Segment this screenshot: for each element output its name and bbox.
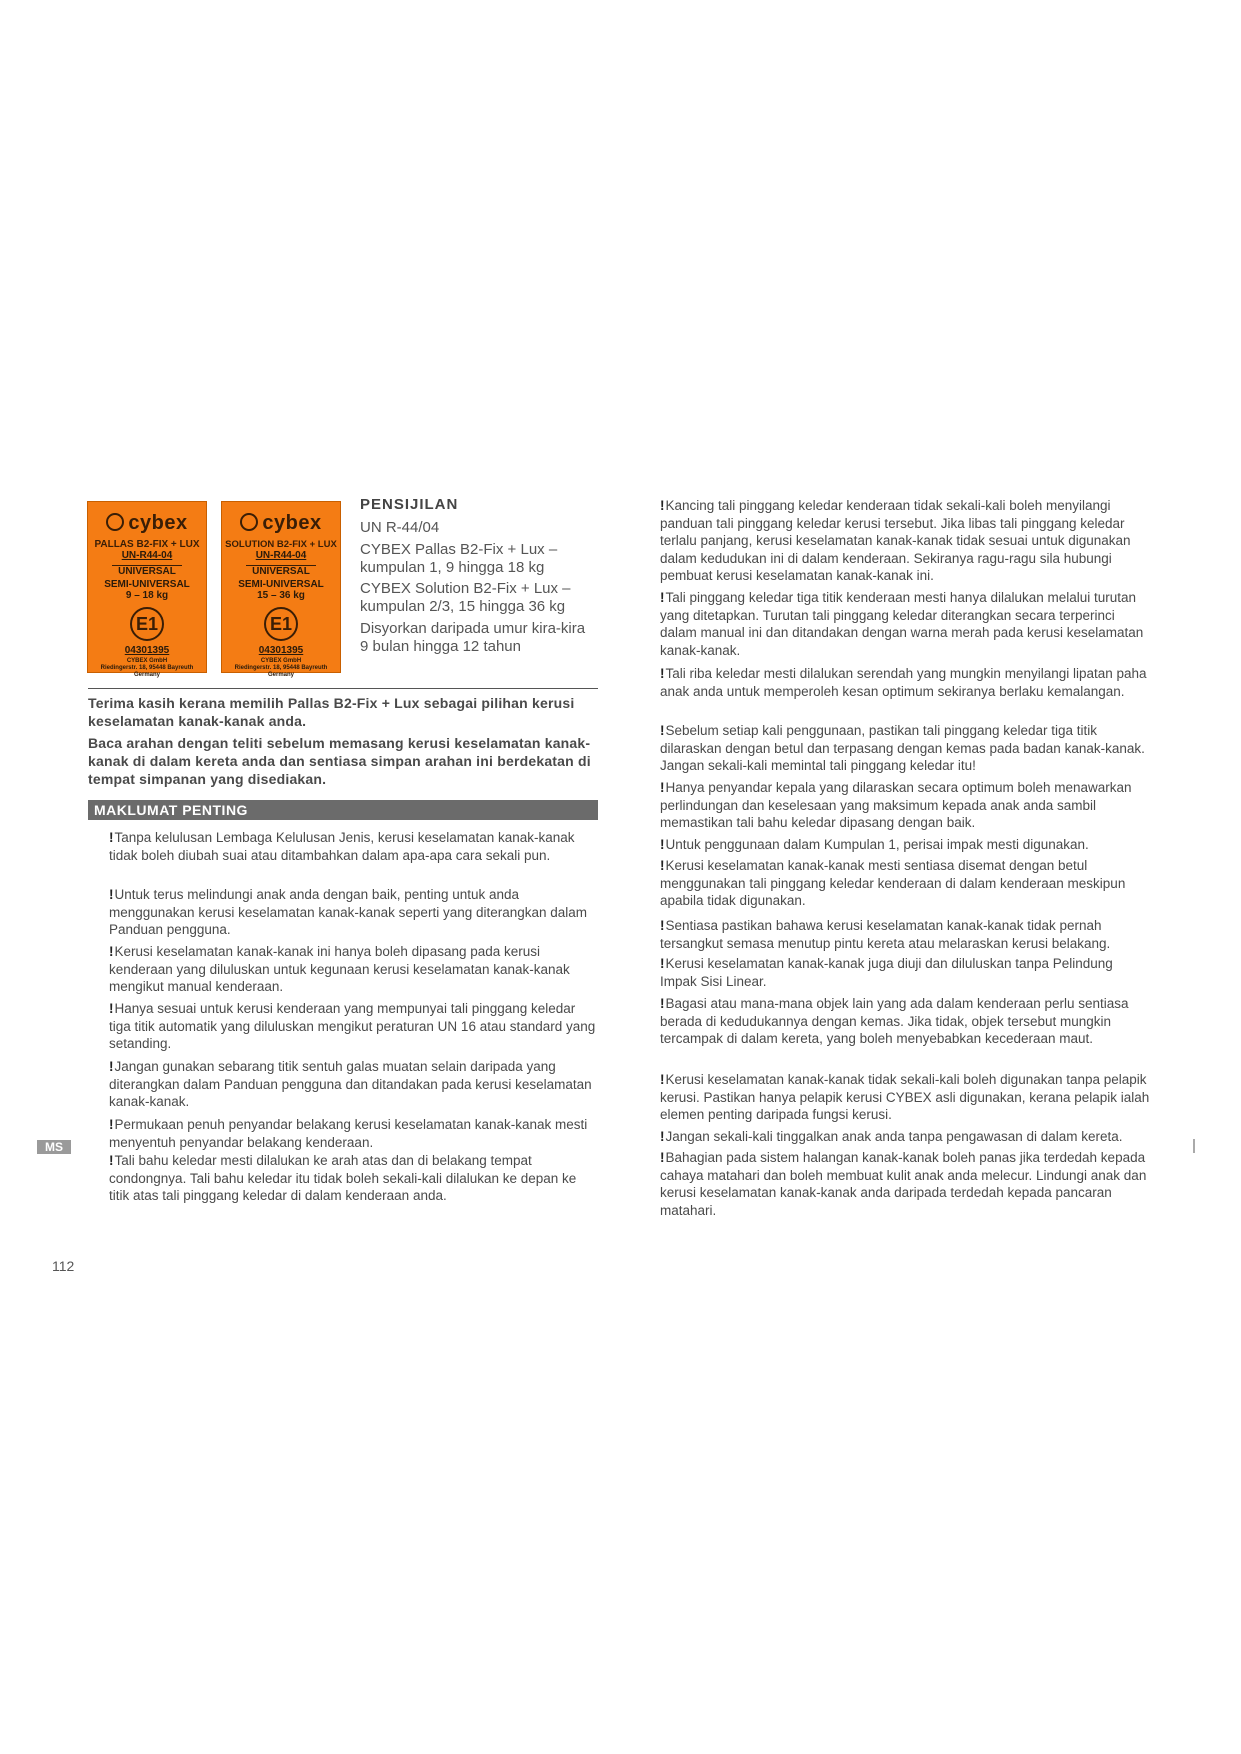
certification-line: CYBEX Solution B2-Fix + Lux – [360,580,571,597]
warning-icon: ! [109,1117,114,1132]
warning-icon: ! [660,723,665,738]
intro-divider [88,688,598,689]
warning-item: !Kerusi keselamatan kanak-kanak ini hanya boleh dipasang pada kerusi kenderaan yang diluluskan untuk kegunaan kerusi keselamatan kanak-kanak mengikut manual kenderaan. [109,944,570,994]
warning-item: !Permukaan penuh penyandar belakang kerusi keselamatan kanak-kanak mesti menyentuh penyandar belakang kenderaan. [109,1117,588,1150]
label-approval-number: 04301395 [258,645,304,656]
certification-line: 9 bulan hingga 12 tahun [360,638,521,655]
warning-icon: ! [660,1129,665,1144]
approval-label-solution [221,501,341,678]
warning-icon: ! [109,1059,114,1074]
warning-icon: ! [660,1072,665,1087]
warning-item: !Hanya penyandar kepala yang dilaraskan secara optimum boleh menawarkan perlindungan dan keselesaan yang maksimum kepada anak anda sambil memastikan tali bahu keledar dipasang dengan baik. [660,780,1132,830]
warning-icon: ! [109,830,114,845]
label-weight: 15 – 36 kg [257,590,305,601]
label-model: PALLAS B2-FIX + LUX [94,539,200,550]
approval-label-pallas [87,501,207,678]
warning-icon: ! [660,918,665,933]
warning-icon: ! [109,1153,114,1168]
certification-title: PENSIJILAN [360,496,459,513]
cybex-logo-icon [106,513,124,531]
cybex-logo: cybex [222,512,340,535]
warning-item: !Jangan gunakan sebarang titik sentuh galas muatan selain daripada yang diterangkan dalam Panduan pengguna dan ditandakan pada kerusi keselamatan kanak-kanak. [109,1059,592,1109]
warning-item: !Tanpa kelulusan Lembaga Kelulusan Jenis, kerusi keselamatan kanak-kanak tidak boleh diubah suai atau ditambahkan dalam apa-apa cara sekali pun. [109,830,575,863]
label-approval-number: 04301395 [124,645,170,656]
warning-icon: ! [109,1001,114,1016]
warning-item: !Kerusi keselamatan kanak-kanak tidak sekali-kali boleh digunakan tanpa pelapik kerusi. Pastikan hanya pelapik kerusi CYBEX asli digunakan, kerana pelapik ialah elemen penting daripada fungsi kerusi. [660,1072,1150,1122]
warning-icon: ! [660,858,665,873]
warning-item: !Sebelum setiap kali penggunaan, pastikan tali pinggang keledar tiga titik dilaraskan dengan betul dan terpasang dengan kemas pada badan kanak-kanak. Jangan sekali-kali memintal tali pinggang keledar itu! [660,723,1145,773]
label-company: CYBEX GmbH Riedingerstr. 18, 95448 Bayreuth Germany [234,658,328,678]
warning-item: !Kancing tali pinggang keledar kenderaan tidak sekali-kali boleh menyilangi panduan tali pinggang keledar kerusi tersebut. Jika libas tali pinggang keledar terlalu panjang, kerusi keselamatan kanak-kanak tidak sesuai untuk digunakan dalam kedudukan ini di dalam kenderaan. Sekiranya ragu-ragu sila hubungi pembuat kerusi keselamatan kanak-kanak ini. [660,498,1131,583]
label-company: CYBEX GmbH Riedingerstr. 18, 95448 Bayreuth Germany [100,658,194,678]
right-margin-marker [1193,1139,1195,1153]
warning-item: !Tali bahu keledar mesti dilalukan ke arah atas dan di belakang tempat condongnya. Tali bahu keledar itu tidak boleh sekali-kali dilalukan ke depan ke titik atas tali pinggang keledar di dalam kenderaan anda. [109,1153,577,1203]
label-class-semi-universal: SEMI-UNIVERSAL [104,579,190,590]
certification-line: UN R-44/04 [360,519,440,536]
e-mark-icon: E1 [264,607,298,641]
cybex-logo: cybex [88,512,206,535]
cybex-logo-icon [240,513,258,531]
warning-item: !Tali riba keledar mesti dilalukan serendah yang mungkin menyilangi lipatan paha anak anda untuk memperoleh kesan optimum sekiranya berlaku kemalangan. [660,666,1147,699]
warning-item: !Kerusi keselamatan kanak-kanak mesti sentiasa disemat dengan betul menggunakan tali pinggang keledar kenderaan di dalam kenderaan meskipun apabila tidak digunakan. [660,858,1126,908]
warning-item: !Jangan sekali-kali tinggalkan anak anda tanpa pengawasan di dalam kereta. [660,1129,1123,1144]
warning-icon: ! [660,956,665,971]
e-mark-icon: E1 [130,607,164,641]
warning-item: !Bahagian pada sistem halangan kanak-kanak boleh panas jika terdedah kepada cahaya matahari dan boleh membuat kulit anak anda melecur. Lindungi anak dan kerusi keselamatan kanak-kanak anda daripada terdedah kepada pancaran matahari. [660,1150,1147,1218]
label-model: SOLUTION B2-FIX + LUX [225,539,337,550]
warning-icon: ! [660,837,665,852]
label-class-universal: UNIVERSAL [246,565,316,577]
page-number: 112 [52,1258,75,1274]
label-class-semi-universal: SEMI-UNIVERSAL [238,579,324,590]
warning-icon: ! [660,1150,665,1165]
warning-icon: ! [660,498,665,513]
warning-icon: ! [660,996,665,1011]
label-standard: UN-R44-04 [255,550,307,561]
label-standard: UN-R44-04 [121,550,173,561]
certification-line: kumpulan 2/3, 15 hingga 36 kg [360,598,566,615]
label-class-universal: UNIVERSAL [112,565,182,577]
certification-line: CYBEX Pallas B2-Fix + Lux – [360,541,558,558]
warning-item: !Untuk terus melindungi anak anda dengan baik, penting untuk anda menggunakan kerusi keselamatan kanak-kanak seperti yang diterangkan dalam Panduan pengguna. [109,887,588,937]
warning-item: !Untuk penggunaan dalam Kumpulan 1, perisai impak mesti digunakan. [660,837,1089,852]
certification-line: Disyorkan daripada umur kira-kira [360,620,586,637]
label-weight: 9 – 18 kg [125,590,169,601]
language-tag: MS [37,1140,71,1154]
intro-thanks: Terima kasih kerana memilih Pallas B2-Fix + Lux sebagai pilihan kerusi keselamatan kanak-kanak anda. [88,695,575,729]
warning-icon: ! [660,590,665,605]
warning-icon: ! [660,666,665,681]
warning-item: !Hanya sesuai untuk kerusi kenderaan yang mempunyai tali pinggang keledar tiga titik automatik yang diluluskan mengikut peraturan UN 16 atau standard yang setanding. [109,1001,596,1051]
certification-line: kumpulan 1, 9 hingga 18 kg [360,559,545,576]
intro-instructions: Baca arahan dengan teliti sebelum memasang kerusi keselamatan kanak-kanak di dalam kereta anda dan sentiasa simpan arahan ini berdekatan di tempat simpanan yang disediakan. [88,735,591,787]
warning-item: !Tali pinggang keledar tiga titik kenderaan mesti hanya dilalukan melalui turutan yang ditetapkan. Turutan tali pinggang keledar diterangkan secara terperinci dalam manual ini dan ditandakan dengan warna merah pada kerusi keselamatan kanak-kanak. [660,590,1144,658]
warning-icon: ! [660,780,665,795]
warning-item: !Kerusi keselamatan kanak-kanak juga diuji dan diluluskan tanpa Pelindung Impak Sisi Linear. [660,956,1113,989]
section-title-important: MAKLUMAT PENTING [88,800,598,820]
warning-icon: ! [109,944,114,959]
warning-item: !Bagasi atau mana-mana objek lain yang ada dalam kenderaan perlu sentiasa berada di kedudukannya dengan kemas. Jika tidak, objek tersebut mungkin tercampak di dalam kereta, yang boleh menyebabkan kecederaan maut. [660,996,1129,1046]
warning-icon: ! [109,887,114,902]
warning-item: !Sentiasa pastikan bahawa kerusi keselamatan kanak-kanak tidak pernah tersangkut semasa menutup pintu kereta atau melaraskan kerusi belakang. [660,918,1111,951]
